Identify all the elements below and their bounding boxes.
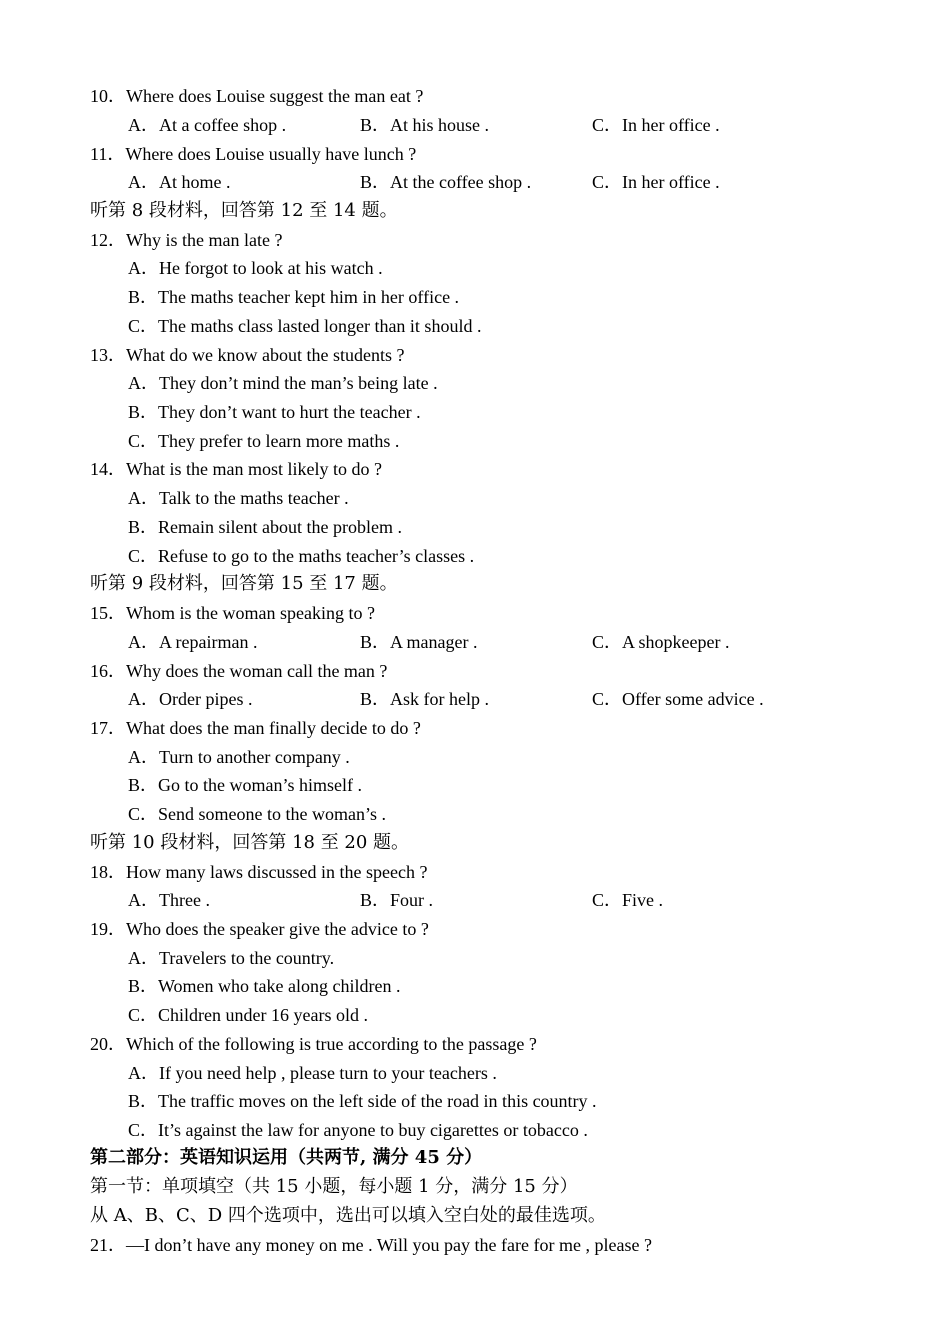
question-17-option-c: C．Send someone to the woman’s . bbox=[128, 804, 386, 824]
question-17-option-b: B．Go to the woman’s himself . bbox=[128, 775, 362, 795]
question-11-stem: 11．Where does Louise usually have lunch ? bbox=[90, 144, 417, 164]
question-11-option-c: C．In her office . bbox=[592, 172, 720, 192]
question-10-option-a: A．At a coffee shop . bbox=[128, 115, 287, 135]
question-16-option-b: B．Ask for help . bbox=[360, 689, 489, 709]
question-10-option-b: B．At his house . bbox=[360, 115, 490, 135]
section-10-instruction: 听第 10 段材料，回答第 18 至 20 题。 bbox=[90, 832, 410, 853]
question-14-option-a: A．Talk to the maths teacher . bbox=[128, 488, 349, 508]
question-19-option-b: B．Women who take along children . bbox=[128, 976, 401, 996]
question-13-option-c: C．They prefer to learn more maths . bbox=[128, 431, 400, 451]
question-15-option-a: A．A repairman . bbox=[128, 632, 258, 652]
question-21-stem: 21．—I don’t have any money on me . Will you pay the fare for me , please ? bbox=[90, 1235, 652, 1255]
question-15-option-c: C．A shopkeeper . bbox=[592, 632, 730, 652]
question-14-option-c: C．Refuse to go to the maths teacher’s classes . bbox=[128, 546, 475, 566]
section-1-heading: 第一节：单项填空（共 15 小题，每小题 1 分，满分 15 分） bbox=[90, 1176, 578, 1197]
question-17-stem: 17．What does the man finally decide to do ? bbox=[90, 718, 421, 738]
question-18-option-a: A．Three . bbox=[128, 890, 210, 910]
question-13-option-a: A．They don’t mind the man’s being late . bbox=[128, 373, 438, 393]
question-18-option-c: C．Five . bbox=[592, 890, 664, 910]
question-12-stem: 12．Why is the man late ? bbox=[90, 230, 283, 250]
question-16-stem: 16．Why does the woman call the man ? bbox=[90, 661, 388, 681]
question-20-option-a: A．If you need help , please turn to your teachers . bbox=[128, 1063, 497, 1083]
question-16-option-a: A．Order pipes . bbox=[128, 689, 253, 709]
question-20-option-c: C．It’s against the law for anyone to buy cigarettes or tobacco . bbox=[128, 1120, 588, 1140]
question-14-stem: 14．What is the man most likely to do ? bbox=[90, 459, 382, 479]
question-11-option-b: B．At the coffee shop . bbox=[360, 172, 532, 192]
question-18-option-b: B．Four . bbox=[360, 890, 434, 910]
section-8-instruction: 听第 8 段材料，回答第 12 至 14 题。 bbox=[90, 200, 398, 221]
question-13-stem: 13．What do we know about the students ? bbox=[90, 345, 405, 365]
question-10-stem: 10．Where does Louise suggest the man eat ? bbox=[90, 86, 424, 106]
question-17-option-a: A．Turn to another company . bbox=[128, 747, 350, 767]
question-14-option-b: B．Remain silent about the problem . bbox=[128, 517, 402, 537]
question-13-option-b: B．They don’t want to hurt the teacher . bbox=[128, 402, 421, 422]
question-10-option-c: C．In her office . bbox=[592, 115, 720, 135]
section-1-instruction: 从 A、B、C、D 四个选项中，选出可以填入空白处的最佳选项。 bbox=[90, 1205, 606, 1226]
question-15-option-b: B．A manager . bbox=[360, 632, 478, 652]
question-20-stem: 20．Which of the following is true according to the passage ? bbox=[90, 1034, 537, 1054]
question-20-option-b: B．The traffic moves on the left side of the road in this country . bbox=[128, 1091, 597, 1111]
part-2-heading: 第二部分：英语知识运用（共两节, 满分 45 分） bbox=[90, 1147, 483, 1168]
question-18-stem: 18．How many laws discussed in the speech ? bbox=[90, 862, 428, 882]
question-16-option-c: C．Offer some advice . bbox=[592, 689, 764, 709]
question-19-option-c: C．Children under 16 years old . bbox=[128, 1005, 368, 1025]
question-19-option-a: A．Travelers to the country. bbox=[128, 948, 335, 968]
question-11-option-a: A．At home . bbox=[128, 172, 231, 192]
section-9-instruction: 听第 9 段材料，回答第 15 至 17 题。 bbox=[90, 573, 398, 594]
question-12-option-c: C．The maths class lasted longer than it should . bbox=[128, 316, 482, 336]
question-12-option-b: B．The maths teacher kept him in her office . bbox=[128, 287, 460, 307]
question-19-stem: 19．Who does the speaker give the advice to ? bbox=[90, 919, 429, 939]
question-15-stem: 15．Whom is the woman speaking to ? bbox=[90, 603, 375, 623]
question-12-option-a: A．He forgot to look at his watch . bbox=[128, 258, 383, 278]
